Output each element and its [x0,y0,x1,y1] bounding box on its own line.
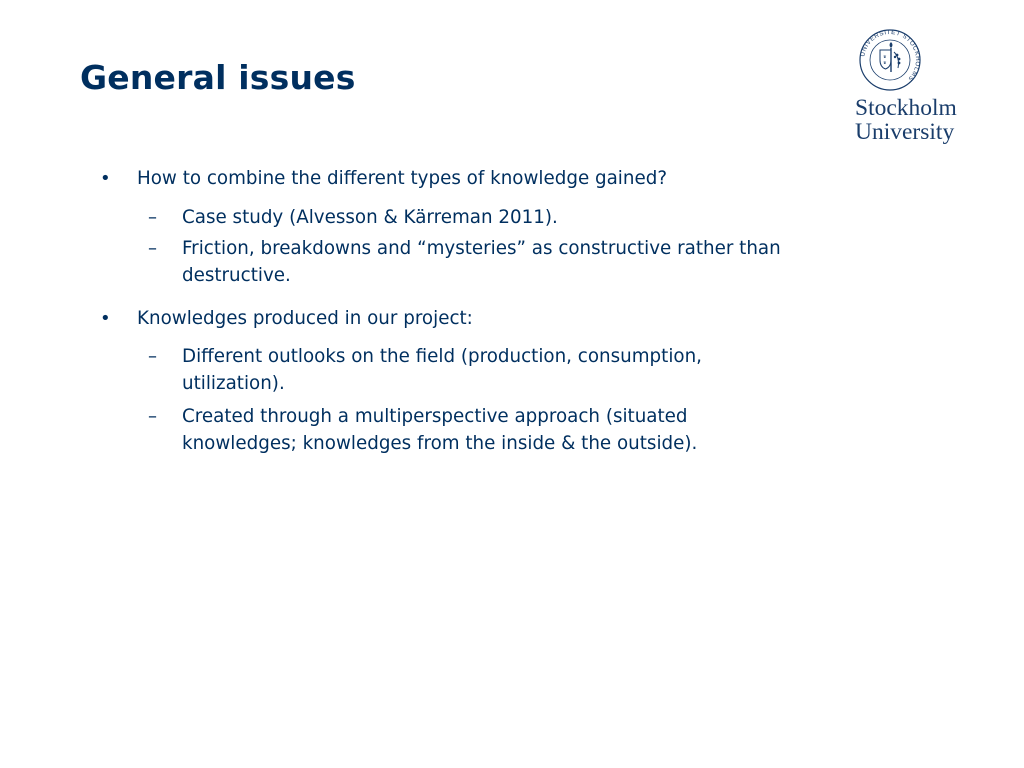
seal-text: UNIVERSITET STOCKHOLMS [859,28,922,83]
slide-title: General issues [80,58,356,97]
sub-list-item-continuation: destructive. [182,265,291,286]
dash-marker: – [148,238,157,259]
logo-name-line1: Stockholm [855,95,957,121]
dash-marker: – [148,207,157,228]
logo-name-line2: University [855,119,955,145]
list-item: How to combine the different types of knowledge gained? [137,168,668,189]
sub-list-item-continuation: knowledges; knowledges from the inside & the outside). [182,433,698,454]
sub-list-item: Different outlooks on the field (production, consumption, [182,346,702,367]
svg-text:UNIVERSITET STOCKHOLMS [859,29,921,82]
sub-list-item: Case study (Alvesson & Kärreman 2011). [182,207,558,228]
bullet-marker: • [100,308,111,329]
bullet-marker: • [100,168,111,189]
list-item: Knowledges produced in our project: [137,308,473,329]
dash-marker: – [148,406,157,427]
dash-marker: – [148,346,157,367]
sub-list-item: Friction, breakdowns and “mysteries” as constructive rather than [182,238,781,259]
svg-text:♛: ♛ [883,54,887,59]
svg-text:♛: ♛ [883,60,887,65]
stockholm-university-logo [852,28,982,146]
university-seal-icon [858,28,922,92]
sub-list-item-continuation: utilization). [182,373,285,394]
sub-list-item: Created through a multiperspective approach (situated [182,406,688,427]
